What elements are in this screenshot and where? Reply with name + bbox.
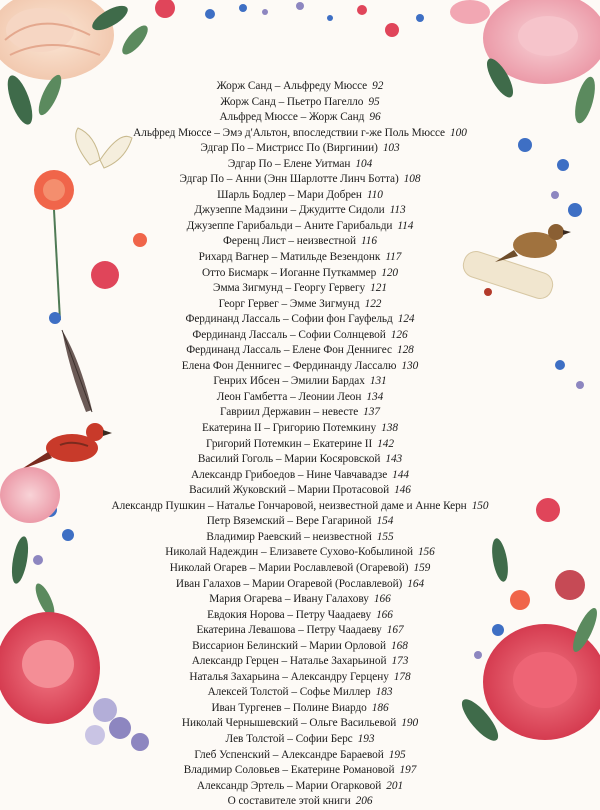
toc-entry-page-number: 142 xyxy=(377,437,394,450)
toc-entry-title: Леон Гамбетта – Леонии Леон xyxy=(216,390,362,403)
toc-entry-title: Жорж Санд – Альфреду Мюссе xyxy=(216,80,368,92)
toc-entry xyxy=(95,95,505,111)
toc-entry-title: Гавриил Державин – невесте xyxy=(220,406,359,419)
toc-entry-title: Наталья Захарьина – Александру Герцену xyxy=(189,670,389,683)
toc-entry-page-number: 155 xyxy=(376,530,394,543)
toc-entry-page-number: 193 xyxy=(357,732,375,745)
toc-entry-page-number: 201 xyxy=(386,779,404,792)
toc-entry-title: Евдокия Норова – Петру Чаадаеву xyxy=(207,608,372,621)
toc-entry-title: Иван Тургенев – Полине Виардо xyxy=(211,701,367,714)
toc-entry xyxy=(95,141,505,157)
toc-entry-page-number: 121 xyxy=(370,282,387,295)
toc-entry xyxy=(95,701,505,717)
toc-entry-page-number: 116 xyxy=(361,235,377,248)
toc-entry-title: Петр Вяземский – Вере Гагариной xyxy=(206,515,372,528)
toc-entry xyxy=(95,374,505,390)
toc-entry-title: Ференц Лист – неизвестной xyxy=(222,235,357,248)
toc-entry-title: Глеб Успенский – Александре Бараевой xyxy=(194,748,384,761)
toc-entry-page-number: 137 xyxy=(363,406,380,419)
blue-flower-icon xyxy=(518,138,584,389)
toc-entry-title: Владимир Раевский – неизвестной xyxy=(206,530,372,543)
toc-entry-page-number: 110 xyxy=(366,188,383,201)
toc-entry-page-number: 138 xyxy=(381,422,398,435)
toc-entry-title: Эдгар По – Елене Уитман xyxy=(227,157,351,170)
toc-entry-page-number: 95 xyxy=(368,95,380,108)
toc-entry xyxy=(95,452,505,468)
toc-entry-page-number: 144 xyxy=(392,468,409,481)
toc-entry-page-number: 113 xyxy=(389,204,406,217)
toc-entry-title: Николай Надеждин – Елизавете Сухово-Кобылиной xyxy=(165,546,413,559)
rose-flower-icon xyxy=(0,612,100,724)
toc-entry-page-number: 104 xyxy=(355,157,373,170)
toc-entry xyxy=(95,779,505,795)
toc-entry xyxy=(95,250,505,266)
toc-entry xyxy=(95,670,505,686)
toc-entry xyxy=(95,483,505,499)
toc-entry-page-number: 131 xyxy=(369,375,387,388)
toc-entry xyxy=(95,110,505,126)
toc-entry-title: Александр Пушкин – Наталье Гончаровой, неизвестной даме и Анне Керн xyxy=(111,499,467,512)
toc-entry-title: Фердинанд Лассаль – Софии Солнцевой xyxy=(192,328,386,341)
toc-entry-title: Жорж Санд – Пьетро Пагелло xyxy=(220,95,364,108)
toc-entry xyxy=(95,343,505,359)
feather-icon xyxy=(62,330,92,412)
toc-entry xyxy=(95,732,505,748)
toc-entry xyxy=(95,281,505,297)
toc-entry xyxy=(95,499,505,515)
toc-entry-title: Виссарион Белинский – Марии Орловой xyxy=(192,639,387,652)
toc-entry xyxy=(95,390,505,406)
bird-sparrow-icon xyxy=(495,224,571,262)
toc-entry xyxy=(95,188,505,204)
toc-entry-page-number: 128 xyxy=(396,344,414,357)
toc-entry-page-number: 103 xyxy=(382,142,400,155)
toc-entry-title: Шарль Бодлер – Мари Добрен xyxy=(217,188,362,201)
toc-entry-title: О составителе этой книги xyxy=(227,795,351,808)
toc-entry xyxy=(95,79,505,95)
toc-entry xyxy=(95,623,505,639)
toc-entry xyxy=(95,748,505,764)
toc-entry-title: Екатерина II – Григорию Потемкину xyxy=(202,422,377,435)
toc-entry-title: Альфред Мюссе – Жорж Санд xyxy=(219,111,365,124)
toc-entry xyxy=(95,203,505,219)
toc-entry-title: Алексей Толстой – Софье Миллер xyxy=(207,686,371,699)
toc-entry xyxy=(95,654,505,670)
toc-entry-title: Василий Жуковский – Марии Протасовой xyxy=(189,484,390,497)
toc-entry-title: Иван Галахов – Марии Огаревой (Рославлевой) xyxy=(175,577,403,590)
peony-flower-icon xyxy=(0,0,114,80)
peony-flower-icon xyxy=(0,467,60,523)
toc-entry-title: Николай Чернышевский – Ольге Васильевой xyxy=(181,717,397,730)
toc-entry xyxy=(95,234,505,250)
toc-entry-title: Джузеппе Гарибальди – Аните Гарибальди xyxy=(186,219,393,232)
toc-entry-page-number: 186 xyxy=(371,701,389,714)
toc-entry-page-number: 190 xyxy=(401,717,419,730)
toc-entry-page-number: 164 xyxy=(407,577,425,590)
toc-entry-page-number: 167 xyxy=(386,624,404,637)
toc-entry-title: Фердинанд Лассаль – Елене Фон Деннигес xyxy=(186,344,392,357)
toc-entry-page-number: 126 xyxy=(390,328,408,341)
toc-entry-page-number: 130 xyxy=(401,359,419,372)
toc-entry-page-number: 166 xyxy=(373,593,391,606)
toc-entry-title: Джузеппе Мадзини – Джудитте Сидоли xyxy=(194,204,385,217)
toc-entry-title: Василий Гоголь – Марии Косяровской xyxy=(197,453,381,466)
toc-entry-page-number: 173 xyxy=(391,655,409,668)
toc-entry xyxy=(95,328,505,344)
toc-entry-page-number: 159 xyxy=(413,561,431,574)
blue-flower-icon xyxy=(155,0,424,37)
toc-entry xyxy=(95,577,505,593)
toc-entry-page-number: 168 xyxy=(391,639,408,652)
toc-entry-title: Николай Огарев – Марии Рославлевой (Огаревой) xyxy=(169,561,409,574)
toc-entry-title: Александр Герцен – Наталье Захарьиной xyxy=(191,655,387,668)
toc-entry-title: Отто Бисмарк – Иоганне Путкаммер xyxy=(201,266,377,279)
toc-entry xyxy=(95,468,505,484)
toc-entry-page-number: 114 xyxy=(397,219,414,232)
toc-entry xyxy=(95,405,505,421)
toc-entry-title: Александр Эртель – Марии Огарковой xyxy=(196,779,382,792)
toc-entry-page-number: 166 xyxy=(376,608,393,621)
toc-entry xyxy=(95,794,505,810)
toc-entry xyxy=(95,421,505,437)
toc-entry xyxy=(95,126,505,142)
toc-entry xyxy=(95,437,505,453)
table-of-contents xyxy=(95,79,505,810)
toc-entry-title: Рихард Вагнер – Матильде Везендонк xyxy=(198,251,381,264)
toc-entry-page-number: 120 xyxy=(381,266,399,279)
toc-entry-title: Эмма Зигмунд – Георгу Гервегу xyxy=(213,282,366,295)
peony-flower-icon xyxy=(450,0,600,84)
toc-entry-page-number: 124 xyxy=(397,313,415,326)
toc-entry-page-number: 178 xyxy=(393,670,411,683)
toc-entry xyxy=(95,545,505,561)
toc-entry-page-number: 100 xyxy=(450,126,467,139)
toc-entry-page-number: 108 xyxy=(403,173,421,186)
toc-entry-page-number: 156 xyxy=(417,546,435,559)
toc-entry-title: Эдгар По – Анни (Энн Шарлотте Линч Ботта) xyxy=(179,173,399,186)
toc-entry-title: Генрих Ибсен – Эмилии Бардах xyxy=(213,375,365,388)
toc-entry-page-number: 122 xyxy=(364,297,382,310)
toc-entry-page-number: 197 xyxy=(399,764,417,777)
toc-entry xyxy=(95,685,505,701)
toc-entry-title: Альфред Мюссе – Эмэ д'Альтон, впоследствии г-же Поль Мюссе xyxy=(133,126,446,139)
toc-entry-title: Елена Фон Деннигес – Фердинанду Лассалю xyxy=(181,359,397,372)
toc-entry-title: Георг Гервег – Эмме Зигмунд xyxy=(218,297,360,310)
toc-entry xyxy=(95,297,505,313)
toc-entry-title: Владимир Соловьев – Екатерине Романовой xyxy=(183,764,395,777)
toc-entry-page-number: 154 xyxy=(376,515,394,528)
toc-entry xyxy=(95,312,505,328)
toc-entry xyxy=(95,514,505,530)
toc-entry xyxy=(95,763,505,779)
toc-entry-page-number: 117 xyxy=(385,251,402,264)
toc-entry-page-number: 146 xyxy=(394,484,411,497)
toc-entry-page-number: 195 xyxy=(388,748,406,761)
toc-entry-title: Эдгар По – Мистрисс По (Виргинии) xyxy=(200,142,378,155)
toc-entry-page-number: 150 xyxy=(471,499,489,512)
toc-entry-title: Екатерина Левашова – Петру Чаадаеву xyxy=(196,624,382,637)
toc-entry xyxy=(95,608,505,624)
toc-entry-page-number: 206 xyxy=(355,795,373,808)
leaf-sprig-icon xyxy=(9,535,58,619)
toc-entry xyxy=(95,530,505,546)
toc-entry-page-number: 183 xyxy=(375,686,393,699)
toc-entry xyxy=(95,592,505,608)
toc-entry-page-number: 134 xyxy=(366,390,384,403)
toc-entry-title: Григорий Потемкин – Екатерине II xyxy=(206,437,373,450)
toc-entry xyxy=(95,716,505,732)
toc-entry xyxy=(95,359,505,375)
toc-entry-page-number: 96 xyxy=(369,111,381,124)
toc-entry-title: Фердинанд Лассаль – Софии фон Гауфельд xyxy=(185,313,393,326)
toc-entry-page-number: 92 xyxy=(372,80,384,92)
toc-entry-title: Александр Грибоедов – Нине Чавчавадзе xyxy=(191,468,388,481)
toc-entry xyxy=(95,219,505,235)
toc-entry xyxy=(95,266,505,282)
toc-entry xyxy=(95,157,505,173)
toc-entry xyxy=(95,172,505,188)
toc-entry-page-number: 143 xyxy=(385,453,403,466)
toc-entry-title: Мария Огарева – Ивану Галахову xyxy=(209,593,369,606)
toc-entry xyxy=(95,561,505,577)
toc-entry-title: Лев Толстой – Софии Берс xyxy=(225,732,353,745)
toc-entry xyxy=(95,639,505,655)
